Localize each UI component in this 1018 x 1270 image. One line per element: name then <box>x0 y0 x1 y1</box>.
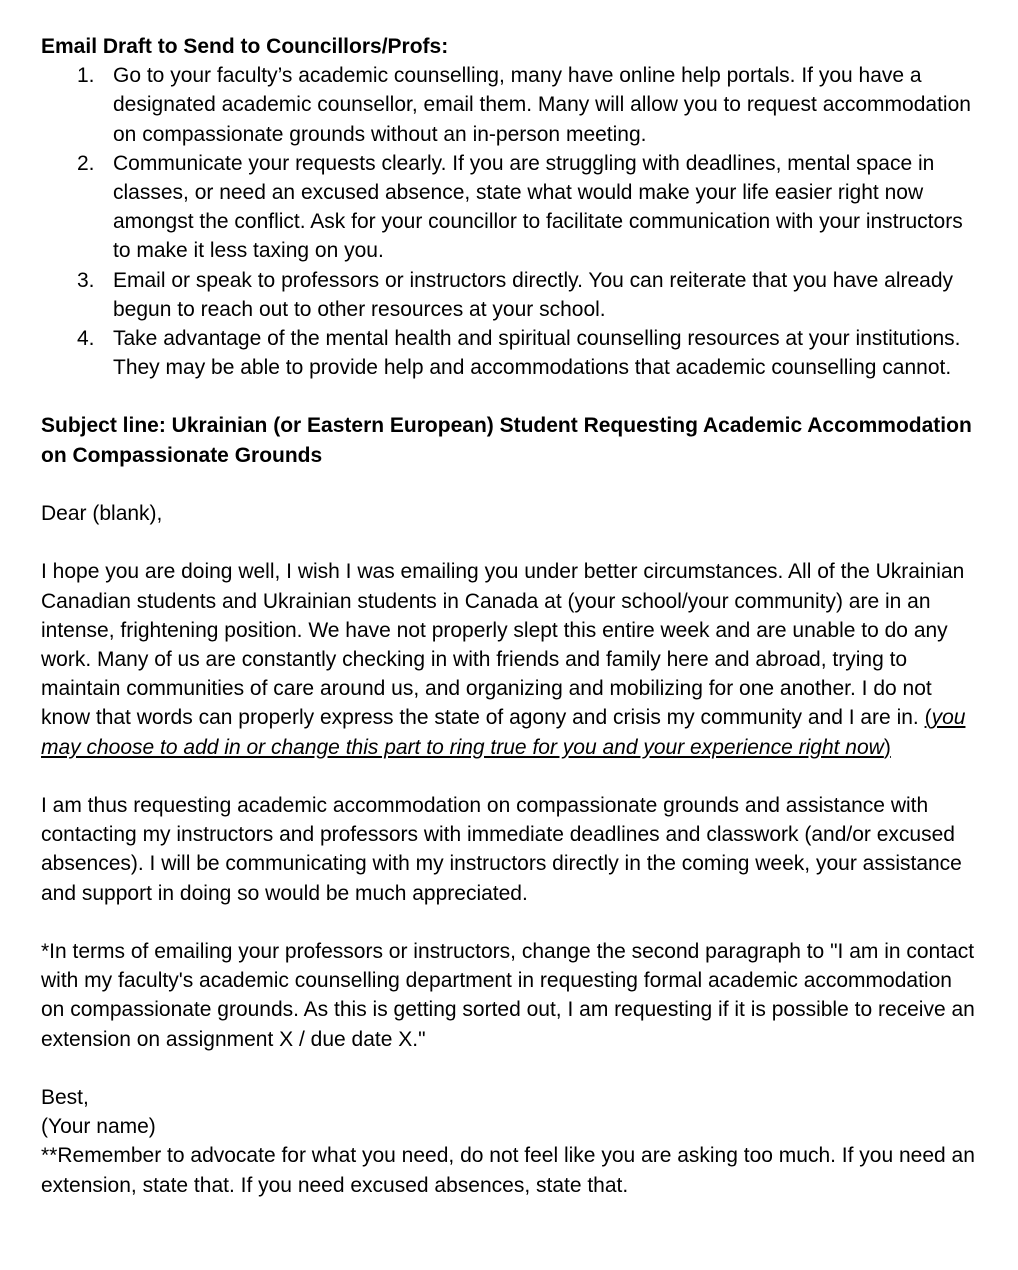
list-item <box>41 61 978 149</box>
signature: (Your name) <box>41 1115 156 1139</box>
note-open-paren: ( <box>924 706 932 730</box>
signoff: Best, <box>41 1086 89 1110</box>
paragraph-intro <box>41 557 978 761</box>
list-item-number: 4. <box>77 327 95 351</box>
steps-list <box>41 61 978 382</box>
paragraph-professor-note: *In terms of emailing your professors or instructors, change the second paragraph to "I am in contact with my faculty's academic counselling department in requesting formal academic accommodation on compassionate grounds. As this is getting sorted out, I am requesting if it is possible to receive an extension on assignment X / due date X." <box>41 940 975 1051</box>
list-item-number: 1. <box>77 64 95 88</box>
spacer <box>41 908 978 937</box>
spacer <box>41 470 978 499</box>
reminder-note: **Remember to advocate for what you need, do not feel like you are asking too much. If you need an extension, state that. If you need excused absences, state that. <box>41 1144 975 1197</box>
paragraph-request: I am thus requesting academic accommodation on compassionate grounds and assistance with contacting my instructors and professors with immediate deadlines and classwork (and/or excused absences). I will be communicating with my instructors directly in the coming week, your assistance and support in doing so would be much appreciated. <box>41 794 962 905</box>
document-heading: Email Draft to Send to Councillors/Profs: <box>41 35 449 58</box>
list-item-number: 2. <box>77 151 95 175</box>
note-close-paren: ) <box>883 735 891 759</box>
list-item-text: Communicate your requests clearly. If you are struggling with deadlines, mental space in classes, or need an excused absence, state what would make your life easier right now amongst the conflict. Ask for your councillor to facilitate communication with your instructors to make it less taxing on you. <box>113 151 963 263</box>
subject-line: Subject line: Ukrainian (or Eastern European) Student Requesting Academic Accommodation on Compassionate Grounds <box>41 414 972 467</box>
spacer <box>41 762 978 791</box>
list-item <box>41 266 978 324</box>
list-item-number: 3. <box>77 268 95 292</box>
spacer <box>41 1054 978 1083</box>
note-italic-text: you may choose to add in or change this part to ring true for you and your experience right now <box>41 706 966 759</box>
spacer <box>41 528 978 557</box>
list-item-text: Go to your faculty’s academic counselling, many have online help portals. If you have a designated academic counsellor, email them. Many will allow you to request accommodation on compassionate grounds without an in-person meeting. <box>113 64 971 146</box>
list-item-text: Take advantage of the mental health and spiritual counselling resources at your institutions. They may be able to provide help and accommodations that academic counselling cannot. <box>113 327 961 380</box>
paragraph-intro-text: I hope you are doing well, I wish I was emailing you under better circumstances. All of the Ukrainian Canadian students and Ukrainian students in Canada at (your school/your community) are in an intense, frightening position. We have not properly slept this entire week and are unable to do any work. Many of us are constantly checking in with friends and family here and abroad, trying to maintain communities of care around us, and organizing and mobilizing for one another. I do not know that words can properly express the state of agony and crisis my community and I are in. <box>41 560 965 730</box>
greeting: Dear (blank), <box>41 502 163 526</box>
list-item-text: Email or speak to professors or instructors directly. You can reiterate that you have already begun to reach out to other resources at your school. <box>113 268 954 321</box>
list-item <box>41 149 978 266</box>
list-item <box>41 324 978 382</box>
